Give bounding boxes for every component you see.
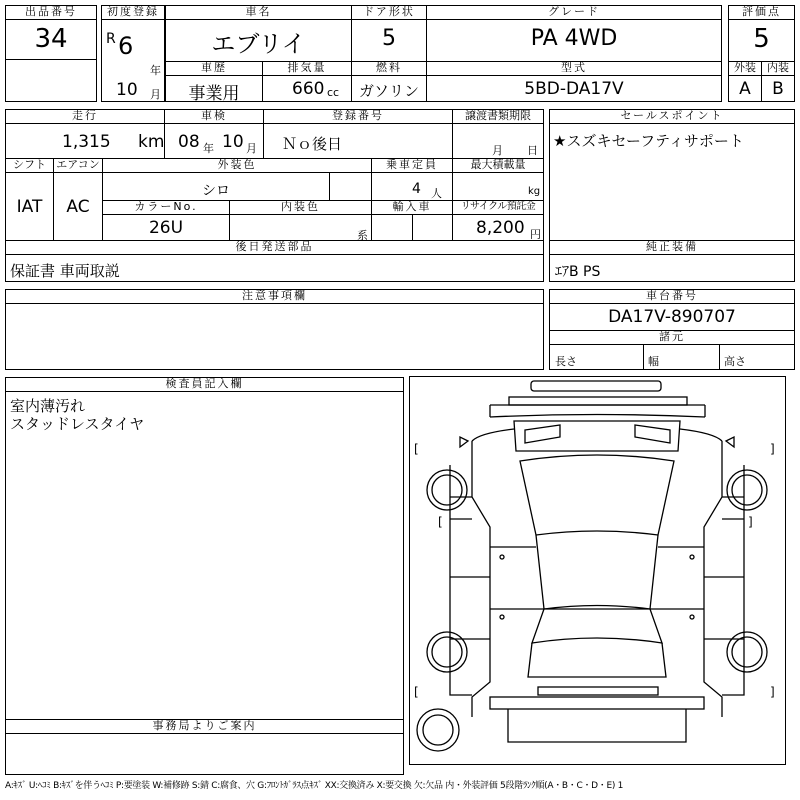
inspection-year-unit: 年 — [203, 142, 214, 155]
first-reg-era: R — [106, 31, 116, 47]
dim-length-label: 長さ — [555, 355, 577, 368]
inspector-line-1: 室内薄汚れ — [10, 397, 86, 415]
first-reg-year-unit: 年 — [150, 64, 161, 77]
interior-value: B — [772, 79, 784, 99]
later-docs-value: 保証書 車両取説 — [10, 262, 120, 280]
lot-no-header: 出品番号 — [5, 5, 97, 20]
first-reg-month: 10 — [116, 80, 138, 100]
notes-cell — [5, 303, 544, 370]
door-header: ドア形状 — [351, 5, 427, 20]
sales-points-header: セールスポイント — [549, 109, 795, 124]
grade-value: PA 4WD — [530, 26, 618, 51]
first-reg-year: 6 — [118, 32, 134, 60]
history-value: 事業用 — [188, 84, 240, 104]
displacement-header: 排気量 — [262, 61, 352, 76]
car-damage-diagram — [409, 376, 786, 765]
color-no-header: カラーNo. — [102, 200, 230, 215]
transfer-month-unit: 月 — [492, 144, 503, 157]
inspection-year: 08 — [178, 132, 200, 152]
model-code-value: 5BD-DA17V — [524, 79, 624, 99]
int-color-header: 内装色 — [229, 200, 372, 215]
score-value: 5 — [753, 24, 770, 54]
reg-no-value: Ｎｏ後日 — [282, 135, 343, 153]
office-cell — [5, 733, 404, 775]
diagram-bracket-left-mid: [ — [438, 515, 443, 529]
recycle-value: 8,200 — [476, 218, 525, 238]
recycle-unit: 円 — [530, 228, 541, 241]
diagram-bracket-right-mid: ] — [748, 515, 753, 529]
chassis-no-value: DA17V-890707 — [608, 307, 736, 327]
equipment-value: ｴｱB PS — [555, 264, 601, 280]
car-outline-drawing — [410, 377, 785, 764]
capacity-value: 4 — [412, 181, 421, 197]
transfer-day-unit: 日 — [527, 144, 538, 157]
max-load-unit: kg — [528, 186, 541, 197]
score-header: 評価点 — [728, 5, 795, 20]
displacement-value: 660 — [292, 79, 325, 99]
inspection-header: 車検 — [164, 109, 264, 124]
ext-color-extra-cell — [329, 172, 372, 201]
exterior-header: 外装 — [728, 61, 762, 76]
max-load-header: 最大積載量 — [452, 158, 544, 173]
office-header: 事務局よりご案内 — [5, 719, 404, 734]
later-docs-header: 後日発送部品 — [5, 240, 544, 255]
diagram-bracket-right-top: ] — [770, 442, 775, 456]
aircon-value: AC — [66, 197, 90, 217]
fuel-value: ガソリン — [358, 82, 419, 100]
equipment-header: 純正装備 — [549, 240, 795, 255]
first-reg-month-unit: 月 — [150, 88, 161, 101]
mileage-header: 走行 — [5, 109, 165, 124]
import-cell-b — [412, 214, 453, 241]
ext-color-value: シロ — [202, 183, 230, 199]
car-name-value: エブリイ — [211, 30, 306, 58]
dimensions-header: 諸元 — [549, 330, 795, 345]
dim-width-label: 幅 — [648, 355, 659, 368]
import-cell-a — [371, 214, 413, 241]
history-header: 車歴 — [165, 61, 263, 76]
capacity-header: 乗車定員 — [371, 158, 453, 173]
ext-color-header: 外装色 — [102, 158, 372, 173]
diagram-bracket-right-bottom: ] — [770, 685, 775, 699]
import-header: 輸入車 — [371, 200, 453, 215]
lot-no-lower-cell — [5, 59, 97, 102]
reg-no-header: 登録番号 — [263, 109, 453, 124]
shift-header: シフト — [5, 158, 54, 173]
door-value: 5 — [382, 26, 396, 51]
sales-points-value: ★スズキセーフティサポート — [553, 132, 744, 150]
recycle-header: リサイクル預託金 — [452, 200, 544, 215]
notes-header: 注意事項欄 — [5, 289, 544, 304]
exterior-value: A — [739, 79, 751, 99]
interior-header: 内装 — [761, 61, 795, 76]
int-color-unit: 系 — [357, 229, 368, 242]
int-color-cell — [229, 214, 372, 241]
inspection-month-unit: 月 — [246, 142, 257, 155]
lot-no-value: 34 — [34, 24, 68, 54]
shift-value: IAT — [16, 197, 43, 217]
first-reg-header: 初度登録 — [101, 5, 165, 20]
dim-height-label: 高さ — [724, 355, 746, 368]
diagram-bracket-left-top: [ — [414, 442, 419, 456]
transfer-header: 譲渡書類期限 — [452, 109, 544, 124]
car-name-header: 車名 — [165, 5, 352, 20]
displacement-unit: cc — [327, 86, 340, 99]
damage-legend-footer: A:ｷｽﾞ U:ﾍｺﾐ B:ｷｽﾞを伴うﾍｺﾐ P:要塗装 W:補修跡 S:錆 C:腐食、穴 G:ﾌﾛﾝﾄｶﾞﾗｽ点ｷｽﾞ XX:交換済み X:要交換 欠:欠品 内・外装評価 5段階ﾗﾝｸ順(A・B・C・D・E) 1 — [5, 781, 624, 791]
inspector-line-2: スタッドレスタイヤ — [10, 415, 145, 433]
color-no-value: 26U — [148, 218, 184, 238]
mileage-value: 1,315 — [62, 132, 111, 152]
diagram-bracket-left-bottom: [ — [414, 685, 419, 699]
capacity-unit: 人 — [431, 187, 442, 200]
inspector-cell — [5, 391, 404, 720]
chassis-no-header: 車台番号 — [549, 289, 795, 304]
model-code-header: 型式 — [426, 61, 722, 76]
grade-header: グレード — [426, 5, 722, 20]
inspection-month: 10 — [222, 132, 244, 152]
fuel-header: 燃料 — [351, 61, 427, 76]
aircon-header: エアコン — [53, 158, 103, 173]
mileage-unit: km — [138, 132, 165, 152]
inspector-header: 検査員記入欄 — [5, 377, 404, 392]
